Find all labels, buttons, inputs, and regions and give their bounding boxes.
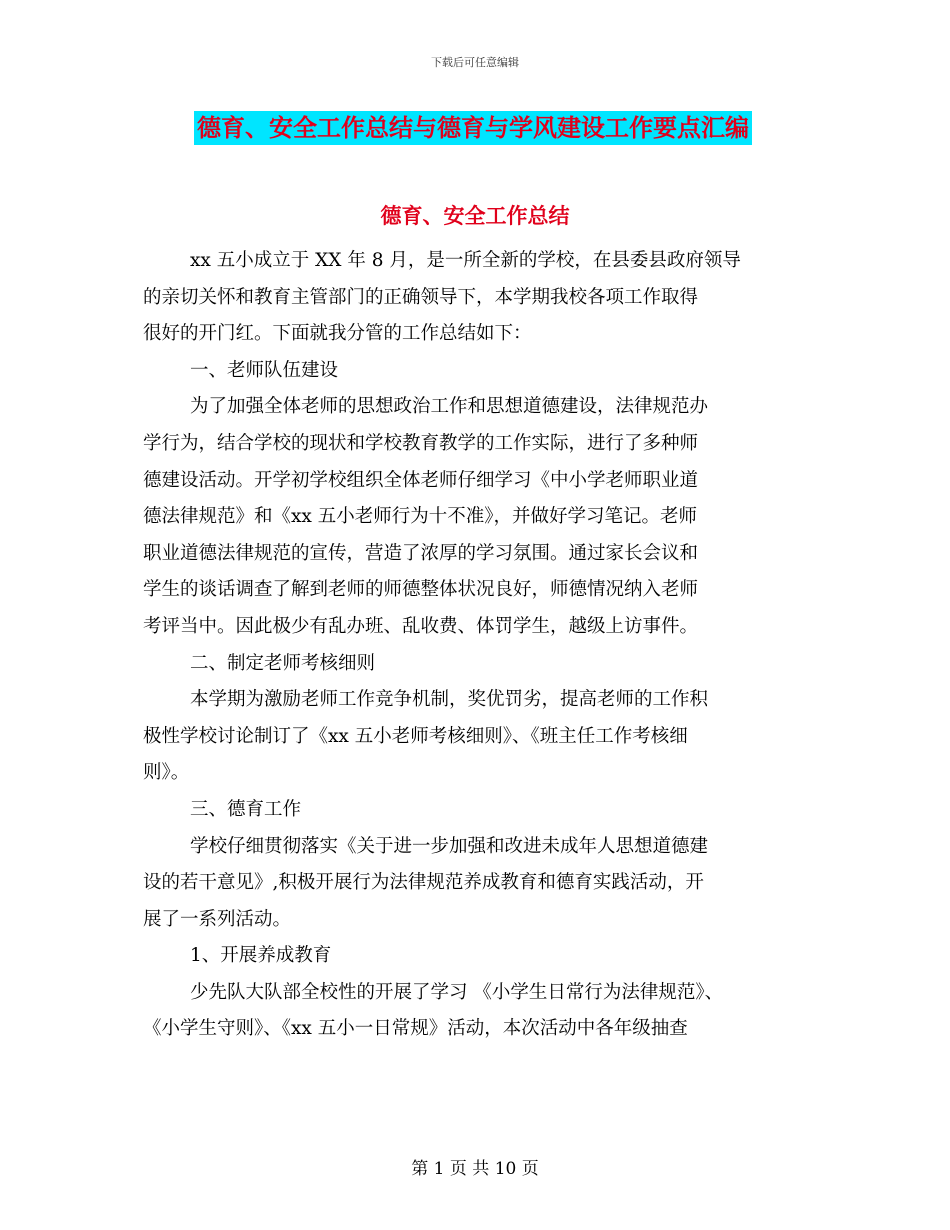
text-line: 展了一系列活动。 <box>143 908 292 930</box>
text-line: 考评当中。因此极少有乱办班、乱收费、体罚学生，越级上访事件。 <box>143 615 699 637</box>
text-line: 则》。 <box>143 762 190 784</box>
text-line: 本学期为激励老师工作竞争机制，奖优罚劣，提高老师的工作积 <box>190 689 709 711</box>
text-line: 的亲切关怀和教育主管部门的正确领导下，本学期我校各项工作取得 <box>143 286 699 308</box>
text-line: 一、老师队伍建设 <box>190 359 339 381</box>
page-footer: 第 1 页 共 10 页 <box>411 1159 539 1179</box>
text-line: 设的若干意见》,积极开展行为法律规范养成教育和德育实践活动，开 <box>143 872 704 894</box>
text-line: 三、德育工作 <box>190 798 302 820</box>
section-title: 德育、安全工作总结 <box>380 204 570 228</box>
text-line: 德建设活动。开学初学校组织全体老师仔细学习《中小学老师职业道 <box>143 469 699 491</box>
text-line: 《小学生守则》、《xx 五小一日常规》活动，本次活动中各年级抽查 <box>143 1018 688 1040</box>
text-line: 学行为，结合学校的现状和学校教育教学的工作实际，进行了多种师 <box>143 432 699 454</box>
text-line: 1、开展养成教育 <box>190 945 332 967</box>
text-line: 学生的谈话调查了解到老师的师德整体状况良好，师德情况纳入老师 <box>143 579 699 601</box>
text-line: 德法律规范》和《xx 五小老师行为十不准》，并做好学习笔记。老师 <box>143 506 697 528</box>
body-text <box>143 243 833 1048</box>
document-title: 德育、安全工作总结与德育与学风建设工作要点汇编 <box>194 111 752 145</box>
text-line: 二、制定老师考核细则 <box>190 652 376 674</box>
text-line: xx 五小成立于 XX 年 8 月，是一所全新的学校，在县委县政府领导 <box>190 250 741 271</box>
text-line: 学校仔细贯彻落实《关于进一步加强和改进未成年人思想道德建 <box>190 835 709 857</box>
text-line: 为了加强全体老师的思想政治工作和思想道德建设，法律规范办 <box>190 396 709 418</box>
text-line: 极性学校讨论制订了《xx 五小老师考核细则》、《班主任工作考核细 <box>143 725 688 747</box>
text-line: 职业道德法律规范的宣传，营造了浓厚的学习氛围。通过家长会议和 <box>143 542 699 564</box>
text-line: 很好的开门红。下面就我分管的工作总结如下： <box>143 323 532 345</box>
text-line: 少先队大队部全校性的开展了学习 《小学生日常行为法律规范》、 <box>190 981 724 1003</box>
header-note: 下载后可任意编辑 <box>431 56 519 69</box>
